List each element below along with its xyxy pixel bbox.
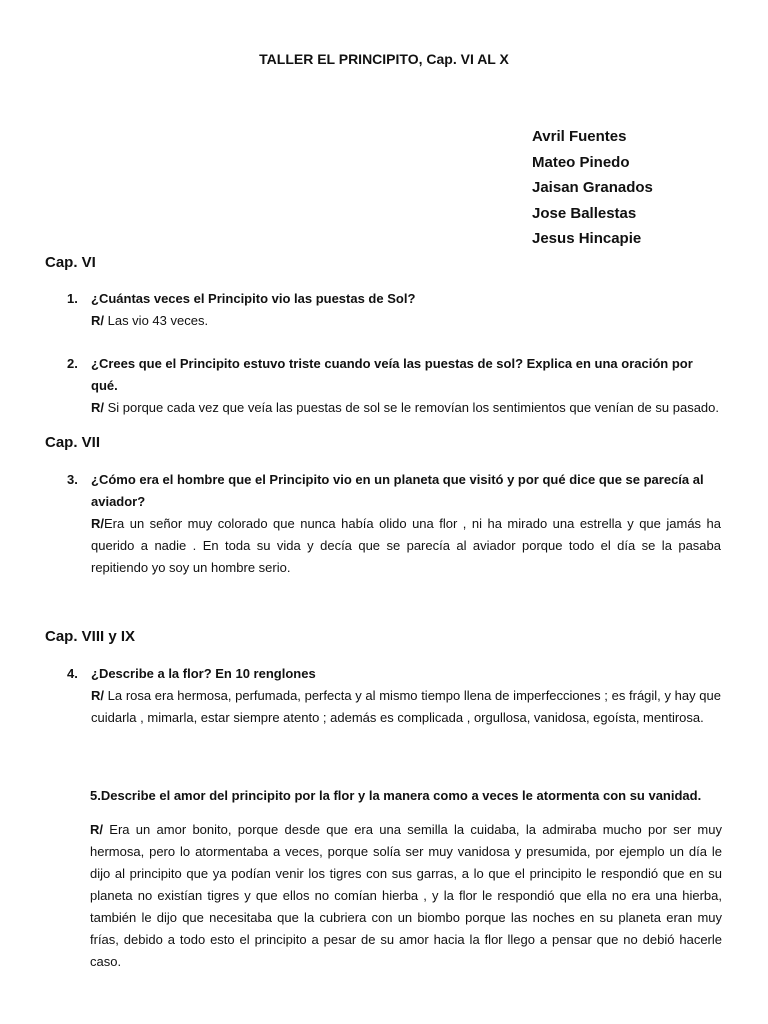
answer-text: [91, 513, 721, 579]
question-item-3: [67, 469, 721, 579]
author-name: Jesus Hincapie: [532, 230, 642, 247]
question-number: 1.: [67, 291, 78, 306]
question-text: 5.Describe el amor del principito por la flor y la manera como a veces le atormenta con su vanidad.: [90, 788, 702, 803]
question-number: 4.: [67, 666, 78, 681]
question-number: 2.: [67, 356, 78, 371]
question-text: ¿Describe a la flor? En 10 renglones: [91, 666, 316, 681]
author-name: Jose Ballestas: [532, 204, 637, 222]
answer-body: Era un amor bonito, porque desde que era una semilla la cuidaba, la admiraba mucho por ser muy hermosa, pero lo atormentaba a veces, porque solía ser muy vanidosa y presumida, por ejemplo un día le dijo al principito que ya podían venir los tigres con sus garras, a lo que el principito le respondió que en su planeta no existían tigres y que ellos no comían hierba , y la flor le respondió que ella no era una hierba, también le dijo que necesitaba que la cubriera con un biombo porque las noches en su planeta eran muy frías, debido a todo esto el principito a pesar de su amor hacia la flor llego a pensar que no debió hacerle caso.: [90, 822, 722, 969]
question-text: ¿Crees que el Principito estuvo triste cuando veía las puestas de sol? Explica en una oración por qué.: [91, 356, 693, 393]
question-item-5: [90, 785, 722, 973]
answer-body: Era un señor muy colorado que nunca había olido una flor , ni ha mirado una estrella y que jamás ha querido a nadie . En toda su vida y decía que se parecía al aviador porque todo el día se la pasaba repitiendo yo soy un hombre serio.: [91, 516, 721, 575]
answer-prefix: R/: [91, 400, 104, 415]
answer-body: Las vio 43 veces.: [104, 313, 209, 328]
answer-prefix: R/: [91, 313, 104, 328]
answer-text: [91, 685, 721, 729]
question-number: 3.: [67, 472, 78, 487]
author-name: Jaisan Granados: [532, 179, 653, 196]
section-heading-cap7: Cap. VII: [45, 434, 101, 451]
answer-text: [91, 310, 721, 332]
question-text: ¿Cuántas veces el Principito vio las puestas de Sol?: [91, 291, 416, 306]
answer-text: [90, 819, 722, 973]
answer-prefix: R/: [90, 822, 103, 837]
section-heading-cap8-9: Cap. VIII y IX: [45, 628, 136, 645]
answer-text: [91, 397, 721, 419]
answer-prefix: R/: [91, 688, 104, 703]
question-text: ¿Cómo era el hombre que el Principito vio en un planeta que visitó y por qué dice que se parecía al aviador?: [91, 472, 704, 509]
answer-body: La rosa era hermosa, perfumada, perfecta y al mismo tiempo llena de imperfecciones ; es frágil, y hay que cuidarla , mimarla, estar siempre atento ; además es complicada , orgullosa, vanidosa, egoísta, mentirosa.: [91, 688, 721, 725]
document-title: TALLER EL PRINCIPITO, Cap. VI AL X: [259, 51, 509, 67]
question-item-2: [67, 353, 721, 419]
author-list: [532, 124, 653, 252]
section-heading-cap6: Cap. VI: [45, 254, 96, 271]
question-item-1: [67, 288, 721, 332]
author-name: Avril Fuentes: [532, 128, 627, 145]
answer-prefix: R/: [91, 516, 104, 531]
author-name: Mateo Pinedo: [532, 153, 630, 171]
answer-body: Si porque cada vez que veía las puestas de sol se le removían los sentimientos que venían de su pasado.: [104, 400, 719, 415]
question-item-4: [67, 663, 721, 729]
